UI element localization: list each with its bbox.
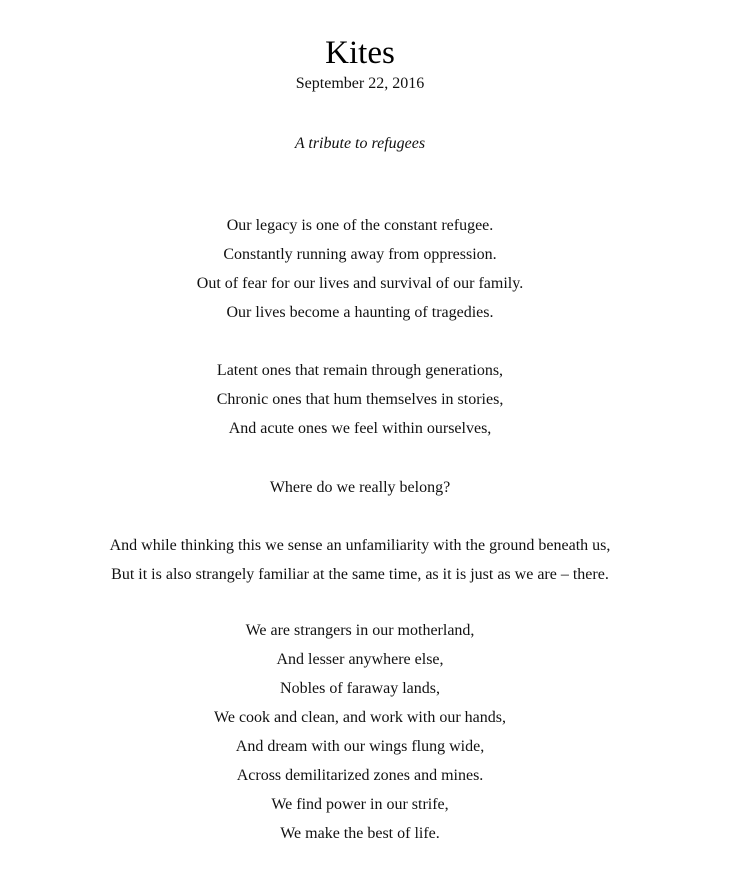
poem-line: And dream with our wings flung wide, [235,738,485,755]
poem-line: But it is also strangely familiar at the same time, as it is just as we are – there. [111,566,609,583]
poem-dedication: A tribute to refugees [294,135,426,152]
poem-line: Chronic ones that hum themselves in stories, [216,391,504,408]
poem-line: We find power in our strife, [271,796,449,813]
stanza-3 [0,473,720,502]
poem-date: September 22, 2016 [295,75,425,92]
poem-line: Nobles of faraway lands, [280,680,440,697]
poem-line: We cook and clean, and work with our hands, [214,709,506,726]
stanza-5 [0,616,720,848]
stanza-4 [0,531,720,589]
poem-line: Latent ones that remain through generations, [216,362,504,379]
poem-line: Our legacy is one of the constant refugee. [226,217,494,234]
stanza-1 [0,211,720,327]
poem-title: Kites [325,35,395,71]
poem-line: We make the best of life. [280,825,440,842]
poem-line: Across demilitarized zones and mines. [236,767,484,784]
stanza-2 [0,356,720,443]
poem-line: Where do we really belong? [269,479,451,496]
poem-line: And lesser anywhere else, [276,651,444,668]
poem-line: Our lives become a haunting of tragedies. [226,304,494,321]
poem-line: And while thinking this we sense an unfamiliarity with the ground beneath us, [109,537,611,554]
poem-line: Out of fear for our lives and survival of our family. [196,275,524,292]
poem-line: We are strangers in our motherland, [245,622,475,639]
poem-line: Constantly running away from oppression. [223,246,497,263]
poem-line: And acute ones we feel within ourselves, [228,420,492,437]
